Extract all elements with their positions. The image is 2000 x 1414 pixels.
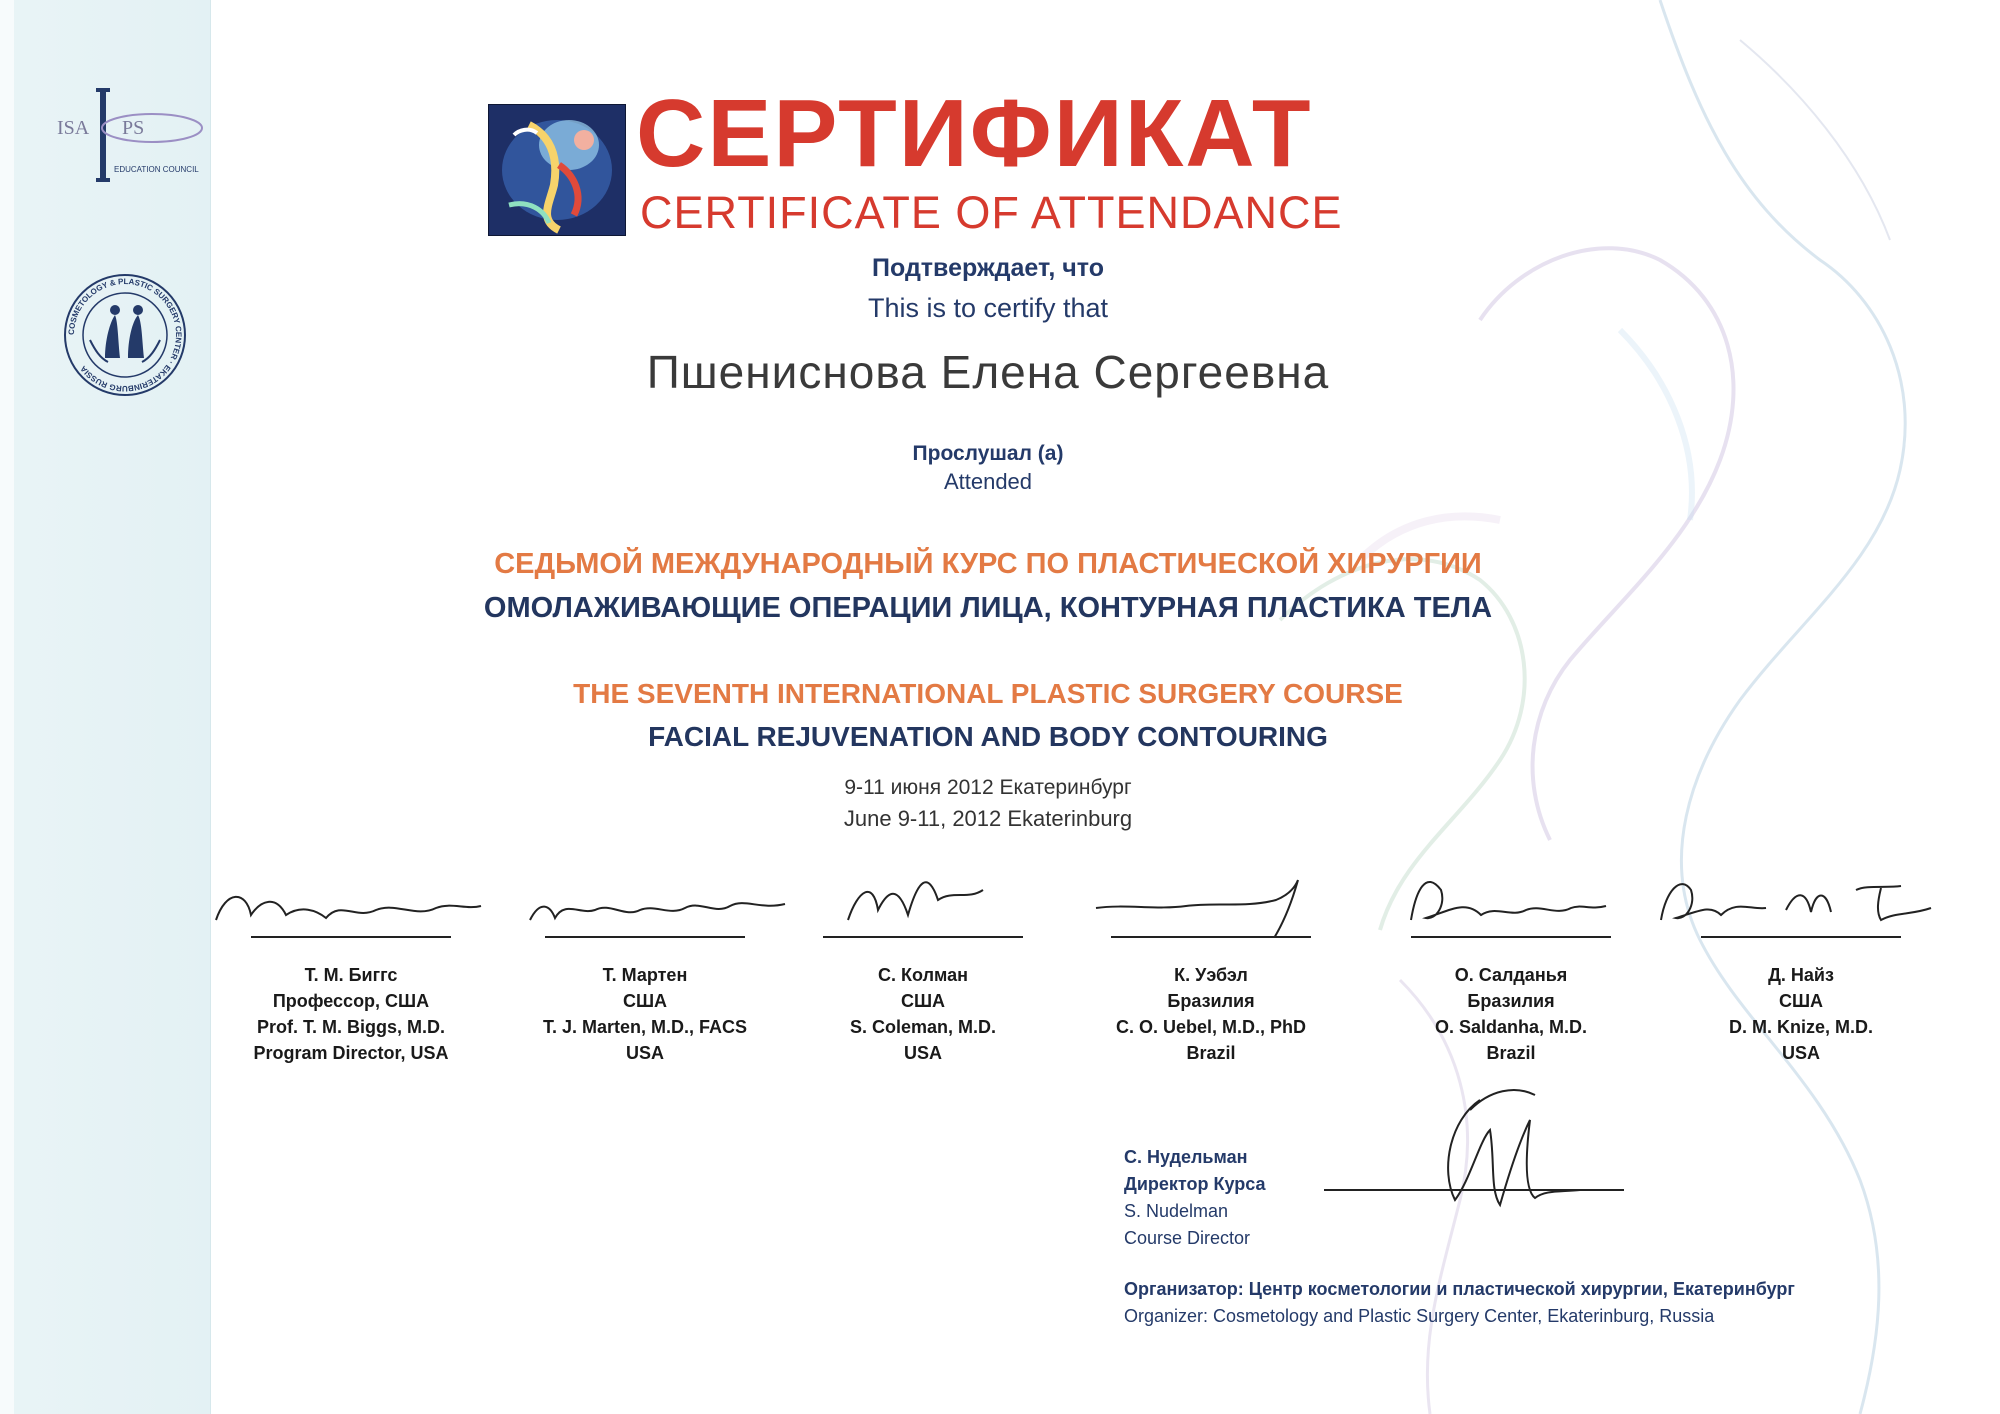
signatory-name-en: Prof. T. M. Biggs, M.D. (257, 1017, 445, 1037)
signatory-role-ru: Бразилия (1467, 991, 1555, 1011)
director-name-ru: С. Нудельман (1124, 1147, 1248, 1167)
organizer-ru: Организатор: Центр косметологии и пластической хирургии, Екатеринбург (1124, 1279, 1795, 1299)
signatory-uebel (1066, 860, 1356, 1066)
course-title-ru: СЕДЬМОЙ МЕЖДУНАРОДНЫЙ КУРС ПО ПЛАСТИЧЕСКОЙ ХИРУРГИИ (494, 548, 1482, 580)
signatory-knize (1656, 860, 1946, 1066)
isaps-subtitle: EDUCATION COUNCIL (114, 165, 199, 174)
handwritten-signature-icon (500, 860, 790, 938)
signatory-coleman (778, 860, 1068, 1066)
organizer-block (1124, 1276, 1984, 1330)
course-title-en: THE SEVENTH INTERNATIONAL PLASTIC SURGERY COURSE (573, 678, 1403, 709)
title-ru: СЕРТИФИКАТ (636, 80, 1313, 187)
director-name-en: S. Nudelman (1124, 1201, 1229, 1221)
signatory-role-ru: Бразилия (1167, 991, 1255, 1011)
figure-illustration-icon (489, 105, 625, 235)
signature-marten (500, 860, 790, 938)
signature-saldanha (1366, 860, 1656, 938)
director-title-ru: Директор Курса (1124, 1174, 1266, 1194)
signatory-name-ru: Т. М. Биггс (304, 965, 398, 985)
signatory-name-en: O. Saldanha, M.D. (1434, 1017, 1588, 1037)
signatory-role-ru: Профессор, США (272, 991, 430, 1011)
signatory-role-en: USA (625, 1043, 664, 1063)
title-en: CERTIFICATE OF ATTENDANCE (640, 187, 1343, 238)
signatures-row (0, 860, 2000, 1080)
dates-en: June 9-11, 2012 Ekaterinburg (843, 806, 1133, 831)
signature-knize (1656, 860, 1946, 938)
seal-emblem-icon (60, 270, 190, 400)
certify-en: This is to certify that (867, 293, 1109, 323)
signatory-role-en: USA (1781, 1043, 1820, 1063)
handwritten-signature-icon (778, 860, 1068, 938)
signatory-role-en: Brazil (1486, 1043, 1536, 1063)
dates-ru: 9-11 июня 2012 Екатеринбург (844, 776, 1132, 799)
signature-coleman (778, 860, 1068, 938)
left-decorative-band (0, 0, 211, 1414)
isaps-logo-icon (52, 86, 212, 186)
signatory-biggs (206, 860, 496, 1066)
signatory-name-en: D. M. Knize, M.D. (1729, 1017, 1873, 1037)
course-subtitle-ru: ОМОЛАЖИВАЮЩИЕ ОПЕРАЦИИ ЛИЦА, КОНТУРНАЯ ПЛАСТИКА ТЕЛА (483, 592, 1493, 624)
signatory-role-ru: США (900, 991, 946, 1011)
signatory-name-en: T. J. Marten, M.D., FACS (542, 1017, 748, 1037)
signatory-name-ru: Т. Мартен (602, 965, 688, 985)
svg-text:COSMETOLOGY & PLASTIC SURGERY (67, 277, 183, 393)
signatory-saldanha (1366, 860, 1656, 1066)
signatory-role-ru: США (622, 991, 668, 1011)
signatory-name-ru: К. Уэбэл (1174, 965, 1248, 985)
signatory-name-en: S. Coleman, M.D. (849, 1017, 997, 1037)
signatory-name-ru: С. Колман (878, 965, 968, 985)
svg-text:PS: PS (122, 117, 145, 139)
director-signature-icon (1320, 1080, 1640, 1210)
handwritten-signature-icon (206, 860, 496, 938)
signatory-role-en: Brazil (1186, 1043, 1236, 1063)
signature-uebel (1066, 860, 1356, 938)
attended-ru: Прослушал (а) (912, 442, 1064, 465)
director-title-en: Course Director (1124, 1228, 1251, 1248)
signatory-name-en: C. O. Uebel, M.D., PhD (1115, 1017, 1307, 1037)
certify-ru: Подтверждает, что (872, 254, 1104, 282)
handwritten-signature-icon (1366, 860, 1656, 938)
signatory-role-en: Program Director, USA (253, 1043, 449, 1063)
attended-en: Attended (943, 469, 1033, 494)
signatory-marten (500, 860, 790, 1066)
svg-text:ISA: ISA (57, 117, 90, 139)
left-edge-strip (0, 0, 14, 1414)
signatory-role-ru: США (1778, 991, 1824, 1011)
organizer-en: Organizer: Cosmetology and Plastic Surgery Center, Ekaterinburg, Russia (1124, 1306, 1715, 1326)
signature-biggs (206, 860, 496, 938)
cosmetology-center-seal (60, 270, 190, 400)
hero-illustration (488, 104, 626, 236)
seal-ring-text: COSMETOLOGY & PLASTIC SURGERY CENTER · EKATERINBURG RUSSIA (66, 276, 184, 394)
handwritten-signature-icon (1656, 860, 1946, 938)
signatory-role-en: USA (903, 1043, 942, 1063)
recipient-name: Пшениснова Елена Сергеевна (646, 346, 1330, 398)
signatory-name-ru: Д. Найз (1768, 965, 1834, 985)
course-subtitle-en: FACIAL REJUVENATION AND BODY CONTOURING (648, 721, 1328, 752)
signatory-name-ru: О. Салданья (1454, 965, 1568, 985)
handwritten-signature-icon (1066, 860, 1356, 938)
